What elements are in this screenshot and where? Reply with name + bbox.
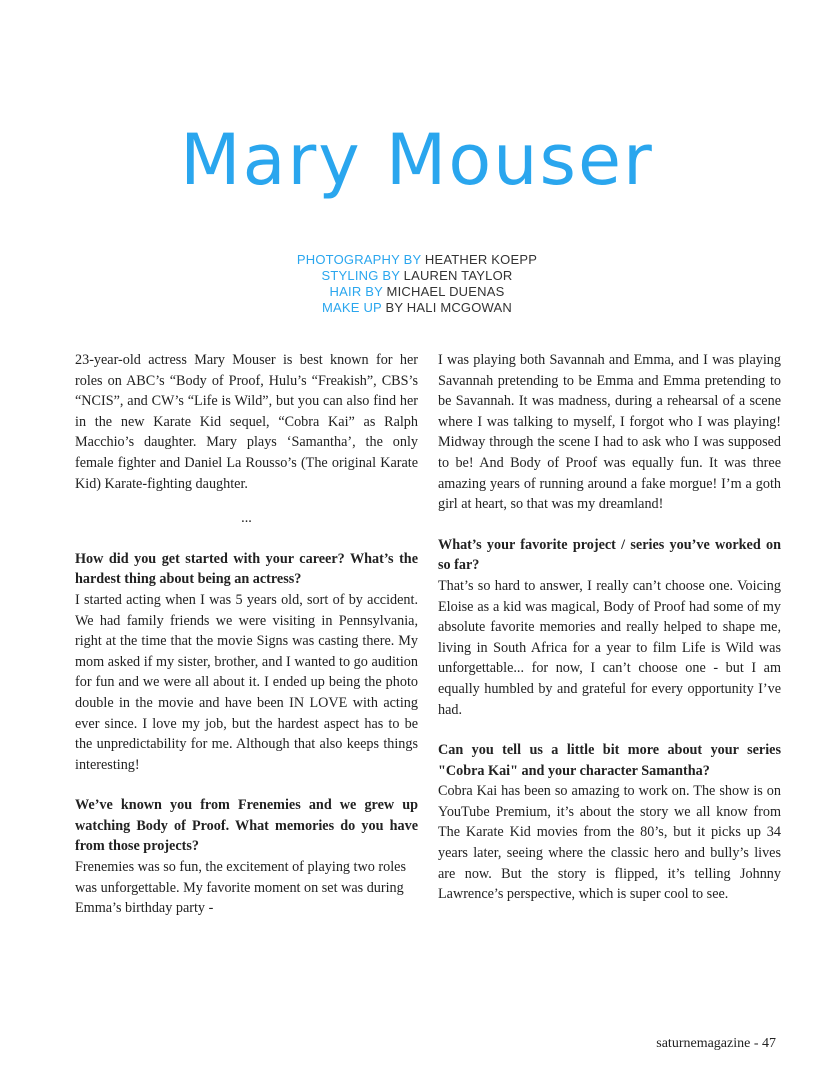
credit-line	[0, 268, 834, 284]
credit-name: MICHAEL DUENAS	[386, 284, 505, 299]
question-heading: We’ve known you from Frenemies and we grew up watching Body of Proof. What memories do you have from those projects?	[75, 797, 418, 855]
credit-role: PHOTOGRAPHY BY	[296, 252, 422, 267]
credit-name: HEATHER KOEPP	[424, 252, 538, 267]
answer-paragraph-continued: I was playing both Savannah and Emma, and I was playing Savannah pretending to be Emma and Emma pretending to be Savannah. It was madness, during a rehearsal of a scene where I was talking to myself, I forgot who I was playing! Midway through the scene I had to ask who I was supposed to be! And Body of Proof was equally fun. It was three amazing years of running around a fake morgue! I’m a goth girl at heart, so that was my dreamland!	[438, 352, 781, 513]
answer-paragraph: That’s so hard to answer, I really can’t choose one. Voicing Eloise as a kid was magical, Body of Proof had some of my absolute favorite memories and really helped to shape me, living in South Africa for a year to film Life is Wild was unforgettable... for now, I can’t choose one - but I am equally humbled by and grateful for every opportunity I’ve had.	[438, 577, 781, 718]
credit-role: HAIR BY	[329, 284, 383, 299]
section-break: ...	[241, 510, 252, 527]
credit-name: BY HALI MCGOWAN	[385, 300, 513, 315]
page-footer: saturnemagazine - 47	[656, 1036, 776, 1051]
credit-line	[0, 300, 834, 316]
right-column	[438, 350, 781, 905]
photo-credits	[0, 252, 834, 316]
page-title: Mary Mouser	[180, 119, 654, 201]
credit-role: STYLING BY	[321, 268, 400, 283]
credit-role: MAKE UP	[321, 300, 382, 315]
answer-paragraph: Frenemies was so fun, the excitement of playing two roles was unforgettable. My favorite moment on set was during Emma’s birthday party -	[75, 859, 406, 917]
question-heading: What’s your favorite project / series you’ve worked on so far?	[438, 536, 781, 574]
answer-paragraph: Cobra Kai has been so amazing to work on. The show is on YouTube Premium, it’s about the story we all know from The Karate Kid movies from the 80’s, but it picks up 34 years later, seeing where the classic hero and bully’s lives are now. But the story is flipped, it’s telling Johnny Lawrence’s perspective, which is super cool to see.	[438, 783, 781, 903]
question-heading: How did you get started with your career? What’s the hardest thing about being an actress?	[75, 550, 418, 588]
credit-line	[0, 284, 834, 300]
left-column	[75, 350, 418, 919]
credit-name: LAUREN TAYLOR	[403, 268, 513, 283]
answer-paragraph: I started acting when I was 5 years old, sort of by accident. We had family friends we were visiting in Pennsylvania, right at the time that the movie Signs was casting there. My mom asked if my sister, brother, and I wanted to go audition for fun and we were all about it. I ended up being the photo double in the movie and have been IN LOVE with acting ever since. I love my job, but the hardest aspect has to be the unpredictability for me. Although that also keeps things interesting!	[75, 591, 418, 773]
credit-line	[0, 252, 834, 268]
question-heading: Can you tell us a little bit more about your series "Cobra Kai" and your character Samantha?	[438, 742, 781, 779]
intro-paragraph: 23-year-old actress Mary Mouser is best known for her roles on ABC’s “Body of Proof, Hulu’s “Freakish”, CBS’s “NCIS”, and CW’s “Life is Wild”, but you can also find her in the new Karate Kid sequel, “Cobra Kai” as Ralph Macchio’s daughter. Mary plays ‘Samantha’, the only female fighter and Daniel La Rousso’s (The original Karate Kid) Karate-fighting daughter.	[75, 352, 418, 492]
